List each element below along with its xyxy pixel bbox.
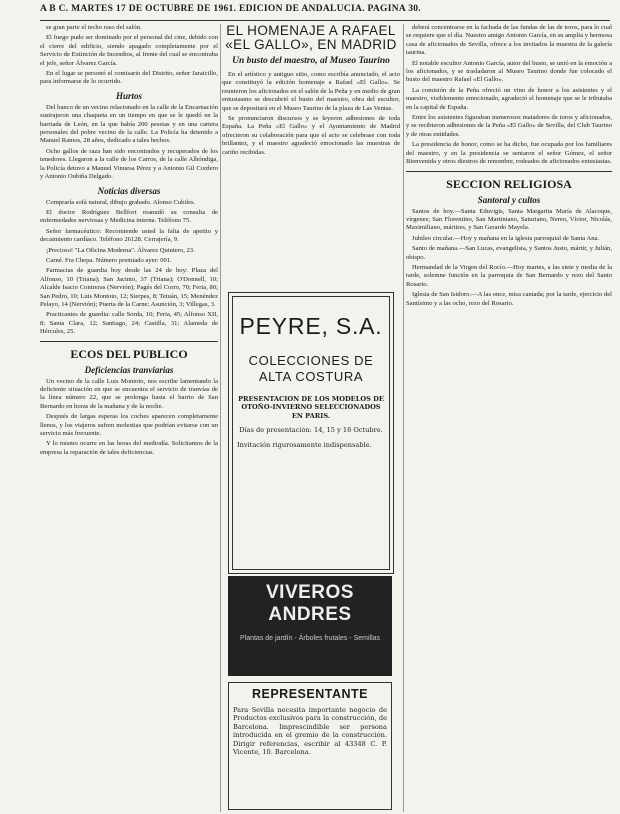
paragraph: Carné. Fra Chepa. Número premiado ayer: 091. [46,256,172,264]
section-title-religiosa: SECCION RELIGIOSA [446,176,572,191]
ad-body: PRESENTACION DE LOS MODELOS DE OTOÑO-INVIERNO SELECCIONADOS EN PARIS. [238,395,384,420]
column-left [40,24,218,814]
paragraph: En el artístico y antiguo sitio, como escribía anunciado, el acto que constituyó la edición homenaje a Rafael «El Gallo». Se reunieron los aficionados en el salón de la Peña y en medio de gran entusiasmo se descubrió el busto del maestro, obra del escultor, que se depositará en el Museo Taurino de la plaza de Las Ventas. [222,71,400,112]
ad-note: Invitación rigurosamente indispensable. [237,440,372,449]
ad-headline: REPRESENTANTE [251,687,368,701]
ad-body: Para Sevilla necesita importante negocio de Productos exclusivos para la construcción, de Barcelona. Imprescindible ser persona introducida en el gremio de la construcción. Dirigir referencias, escribir al 43348 C. P. Vicente, 10. Barcelona. [233,706,387,757]
advertisement-viveros [228,576,392,676]
paragraph: El doctor Rodríguez Bellfort reanudó su consulta de enfermedades nerviosas y Medicina interna. Teléfono 75. [40,208,218,225]
paragraph: deberá concentrarse en la fachada de las fundas de las de toros, para lo cual se requiere que el día. Nuestro amigo Antonio García, en su amplia y hermosa casa de aficionados de Sevilla, ofrece a los invitados la muestra de la galería taurina. [406,24,612,57]
ad-dates: Días de presentación: 14, 15 y 16 Octubre. [239,426,383,435]
page-header: A B C. MARTES 17 DE OCTUBRE DE 1961. EDICION DE ANDALUCIA. PAGINA 30. [40,4,421,14]
paragraph: Compraría sofá natural, dibujo grabado. Alonso Cubiles. [46,198,196,206]
paragraph: La presidencia de honor, como se ha dicho, fue ocupada por los familiares del maestro, y en la presidencia se sentaron el señor Gómez, el señor Bienvenida y otros diestros de renombre, rodeados de aficionados entusiastas. [406,141,612,166]
column-middle [222,24,400,290]
paragraph: Señor farmacéutico: Recomiende usted la falta de apetito y decaimiento cardíaco. Teléfono 26128. Cerrajería, 9. [40,227,218,244]
ad-brand-name: VIVEROS ANDRES [266,582,354,625]
section-subtitle-ecos: Deficiencias tranviarias [84,364,174,375]
section-title-hurtos: Hurtos [115,90,142,101]
paragraph: Santos de hoy.—Santa Eduvigis, Santa Margarita María de Alacoque, vírgenes; San Florentino, San Martiniano, Saturiano, Nereo, Víctor, Nicolás, Maximiliano, mártires, y San Gerardo Mayela. [406,207,612,232]
paragraph: En el lugar se personó el comisario del Distrito, señor Jaraicillo, para informarse de lo ocurrido. [40,70,218,86]
column-right [406,24,612,814]
paragraph: Del banco de un vecino relacionado en la calle de la Encarnación sustrajeron una chaqueta en un tiempo en que se le quedó en la barriada de León, en la que había 200 pesetas y en una cartera personales del pobre vecino de la calle. La Policía ha detenido a Manuel Ramos, 28 años, dedicado a tales hechos. [40,103,218,145]
paragraph: Y lo mismo ocurre en las horas del mediodía. Solicitamos de la empresa la reparación de tales deficiencias. [40,440,218,456]
paragraph: El fuego pudo ser dominado por el personal del cine, debido con el cierre del edificio, siendo apagado completamente por el Servicio de Extinción de Incendios, al frente del cual se encontraba el jefe, señor Álvarez García. [40,34,218,67]
paragraph: Iglesia de San Isidoro.—A las once, misa cantada; por la tarde, ejercicio del Santísimo y a las ocho, rezo del Rosario. [406,291,612,307]
divider [40,341,218,342]
paragraph: Hermandad de la Virgen del Rocío.—Hoy martes, a las siete y media de la tarde, solemne función en la parroquia de San Bernardo y rezo del Santo Rosario. [406,263,612,288]
paragraph: Un vecino de la calle Luis Montoto, nos escribe lamentando la deficiente situación en que se encuentra el servicio de tranvías de la línea número 22, que se prolonga hasta el barrio de San Bernardo en horas de la mañana y de la noche. [40,377,218,410]
divider [406,171,612,172]
paragraph: El notable escultor Antonio García, autor del busto, se unió en la emoción a los aficionados, y se trasladaron al Museo Taurino donde fue colocado el busto del maestro Rafael «El Gallo». [406,59,612,84]
ad-brand-name: PEYRE, S.A. [239,313,383,339]
ad-headline: ALTA COSTURA [258,369,364,384]
paragraph: ¡Precioso! "La Oficina Moderna". Álvarez Quintero, 23. [46,246,195,254]
article-title: EL HOMENAJE A RAFAEL «EL GALLO», EN MADRID [225,24,397,52]
article-subtitle: Un busto del maestro, al Museo Taurino [232,56,390,66]
advertisement-representante [228,682,392,810]
paragraph: La comisión de la Peña ofreció un vino de honor a los asistentes y el maestro, visiblemente emocionado, agradeció el homenaje que se le tributaba en la capital de España. [406,86,612,111]
paragraph: Ocho gallos de raza han sido encontrados y recuperados de los tenedores. Llegaron a la calle de los Carros, de la calle Alhóndiga, la Policía detuvo a Manuel Vinuesa Pérez y a Antonio Gil Cordero y Antonio Oubiña Delgado. [40,147,218,181]
section-title-noticias: Noticias diversas [97,185,161,196]
paragraph: se gran parte el techo raso del salón. [46,24,142,31]
paragraph: Se pronunciaron discursos y se leyeron adhesiones de toda España. La Peña «El Gallo» y el Ayuntamiento de Madrid ofrecieron su colaboración para que el acto se celebrase con toda brillantez, y el maestro agradeció emocionado las muestras de cariño recibidas. [222,115,400,156]
paragraph: Después de largas esperas los coches aparecen completamente llenos, y los viajeros sufren molestias que podrían evitarse con un servicio más frecuente. [40,413,218,438]
column-divider [220,24,221,812]
paragraph: Jubileo circular.—Hoy y mañana en la iglesia parroquial de Santa Ana. [412,234,600,242]
column-divider [403,24,404,812]
ad-body: Plantas de jardín - Árboles frutales - Semillas [239,635,381,642]
paragraph: Entre los asistentes figuraban numerosos matadores de toros y aficionados, y se recibieron adhesiones de la Peña «El Gallo» de Sevilla, del Club Taurino y de otras entidades. [406,114,612,138]
ad-frame [232,296,390,570]
paragraph: Practicantes de guardia: calle Sorda, 10; Feria, 45; Alfonso XII, 8; Santa Clara, 12; Santiago, 24; Castilla, 31; Alameda de Hércules, 25. [40,311,218,336]
section-subtitle-santoral: Santoral y cultos [477,194,541,205]
section-title-ecos: ECOS DEL PUBLICO [70,346,188,361]
paragraph: Farmacias de guardia hoy desde las 24 de hoy: Plaza del Alfonso, 10 (Triana); San Jacinto, 37 (Triana); O'Donnell, 10; Alcalde Isacio Contreras (Nervión); Pagés del Corro, 70; Feria, 80; San Pedro, 10; Luis Montoto, 12; Sierpes, 8; Tetuán, 15; Menéndez Pelayo, 14 (Nervión); Puerta de la Carne; Asunción, 3; Villegas, 3. [40,267,218,308]
advertisement-peyre [228,292,394,574]
paragraph: Santo de mañana.—San Lucas, evangelista, y Santos Justo, mártir, y Julián, obispo. [406,245,612,261]
ad-headline: COLECCIONES DE [248,353,374,368]
header-rule [40,20,610,21]
